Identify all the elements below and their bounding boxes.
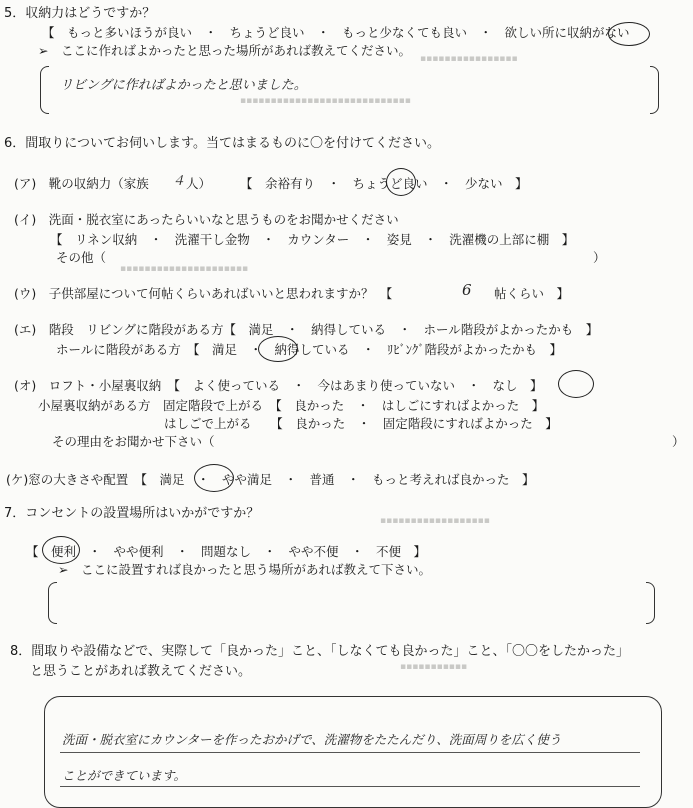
q6-o-label: (オ) ロフト・小屋裏収納 【 よく使っている ・ 今はあまり使っていない ・ なし 】 bbox=[14, 378, 543, 393]
q6-i-other-close: ） bbox=[593, 250, 606, 265]
q8-answer-underline bbox=[60, 752, 640, 753]
q8-handwritten-answer-line1: 洗面・脱衣室にカウンターを作ったおかげで、洗濯物をたたんだり、洗面周りを広く使う bbox=[62, 732, 562, 747]
q6-e-label-hall: ホールに階段がある方 【 満足 ・ 納得している ・ ﾘﾋﾞﾝｸﾞ階段がよかったかも 】 bbox=[56, 342, 563, 357]
bleed-through-text: ▪▪▪▪▪▪▪▪▪▪▪▪▪▪▪▪▪▪▪▪▪ bbox=[120, 264, 249, 274]
q7-answer-bracket-left bbox=[48, 582, 57, 624]
q7-answer-bracket-right bbox=[646, 582, 655, 624]
q6-title: 6．間取りについてお伺いします。当てはまるものに〇を付けてください。 bbox=[4, 136, 440, 151]
bleed-through-text: ▪▪▪▪▪▪▪▪▪▪▪▪▪▪▪▪ bbox=[420, 54, 518, 64]
q6-o-reason-close: ） bbox=[672, 434, 685, 449]
q6-i-label: (イ) 洗面・脱衣室にあったらいいなと思うものをお聞かせください bbox=[14, 212, 399, 227]
q6-u-answer: 6 bbox=[462, 281, 472, 299]
q5-answer-bracket-left bbox=[40, 66, 49, 114]
bleed-through-text: ▪▪▪▪▪▪▪▪▪▪▪▪▪▪▪▪▪▪▪▪▪▪▪▪▪▪▪▪ bbox=[240, 96, 411, 106]
q7-options: 【 便利 ・ やや便利 ・ 問題なし ・ やや不便 ・ 不便 】 bbox=[26, 544, 427, 559]
q6-ke-label: (ケ)窓の大きさや配置 【 満足 ・ やや満足 ・ 普通 ・ もっと考えれば良かった 】 bbox=[6, 472, 535, 487]
q6-a-label: (ア) 靴の収納力（家族 bbox=[14, 176, 149, 191]
q6-a-answer-circle bbox=[386, 168, 416, 196]
q6-o-reason: その理由をお聞かせ下さい（ bbox=[52, 434, 215, 449]
q8-handwritten-answer-line2: ことができています。 bbox=[62, 768, 187, 783]
q6-o-answer-circle bbox=[558, 370, 594, 398]
q5-answer-circle bbox=[608, 22, 650, 46]
q6-a-options: 【 余裕有り ・ ちょうど良い ・ 少ない 】 bbox=[240, 176, 528, 191]
q6-a-unit: 人） bbox=[186, 176, 212, 191]
q5-answer-bracket-right bbox=[650, 66, 659, 114]
q6-e-answer-circle bbox=[258, 336, 298, 362]
q6-i-other: その他（ bbox=[56, 250, 107, 265]
q8-answer-underline bbox=[60, 786, 640, 787]
bleed-through-text: ▪▪▪▪▪▪▪▪▪▪▪▪▪▪▪▪▪▪ bbox=[380, 516, 490, 526]
q6-a-family-count: ４ bbox=[172, 174, 186, 189]
q5-prompt: ➢ ここに作ればよかったと思った場所があれば教えてください。 bbox=[38, 43, 411, 58]
q6-o-sub-ladder: はしごで上がる 【 良かった ・ 固定階段にすればよかった 】 bbox=[164, 416, 558, 431]
q6-e-label-living: (エ) 階段 リビングに階段がある方【 満足 ・ 納得している ・ ホール階段がよかったかも 】 bbox=[14, 322, 599, 337]
q7-answer-circle bbox=[42, 536, 80, 564]
q6-u-label: (ウ) 子供部屋について何帖くらいあればいいと思われますか？ 【 bbox=[14, 286, 393, 301]
bleed-through-text: ▪▪▪▪▪▪▪▪▪▪▪ bbox=[400, 662, 468, 672]
q6-i-options: 【 リネン収納 ・ 洗濯干し金物 ・ カウンター ・ 姿見 ・ 洗濯機の上部に棚 】 bbox=[50, 232, 575, 247]
q5-title: 5．収納力はどうですか？ bbox=[4, 6, 156, 21]
q8-title-line2: と思うことがあれば教えてください。 bbox=[30, 664, 252, 679]
q5-options: 【 もっと多いほうが良い ・ ちょうど良い ・ もっと少なくても良い ・ 欲しい所に収納がない bbox=[42, 25, 630, 40]
q8-title-line1: 8．間取りや設備などで、実際して「良かった」こと、「しなくても良かった」こと、「〇〇をしたかった」 bbox=[10, 644, 630, 659]
q7-title: 7．コンセントの設置場所はいかがですか？ bbox=[4, 506, 260, 521]
q6-u-unit: 帖くらい 】 bbox=[494, 286, 570, 301]
q6-ke-answer-circle bbox=[194, 464, 234, 492]
q7-prompt: ➢ ここに設置すれば良かったと思う場所があれば教えて下さい。 bbox=[58, 562, 431, 577]
q6-o-sub-fixed: 小屋裏収納がある方 固定階段で上がる 【 良かった ・ はしごにすればよかった 】 bbox=[38, 398, 545, 413]
q5-handwritten-answer: リビングに作ればよかったと思いました。 bbox=[60, 78, 307, 93]
